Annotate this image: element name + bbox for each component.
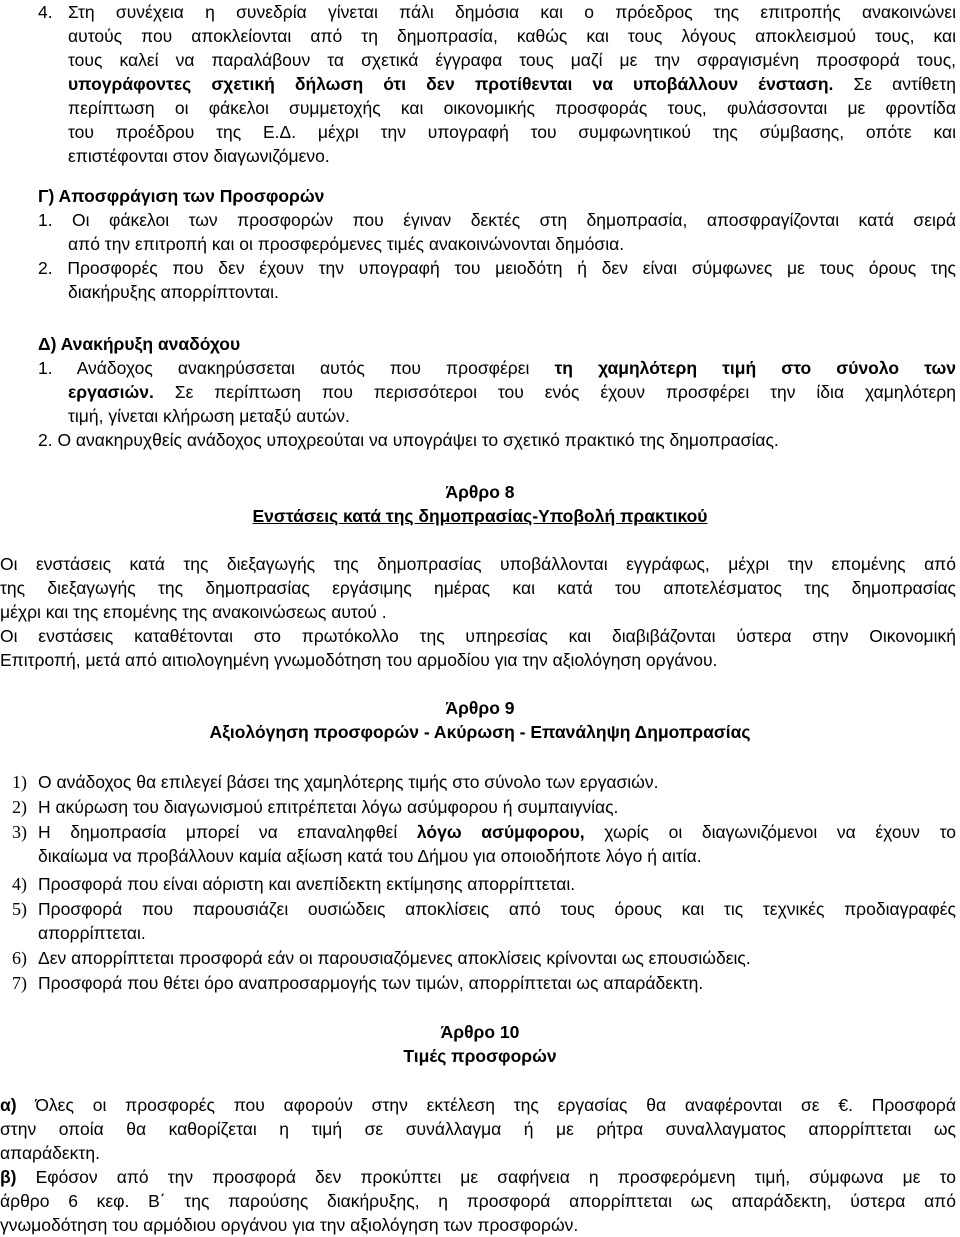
section-g-item-1-line-1: 1. Οι φάκελοι των προσφορών που έγιναν δεκτές στη δημοπρασία, αποσφραγίζονται κατά σειρά (38, 210, 956, 230)
article-9-item-3-text-c: χωρίς οι διαγωνιζόμενοι να έχουν το (584, 822, 956, 842)
article-10-b-label: β) (0, 1167, 17, 1187)
article-9-item-3-text-a: Η δημοπρασία μπορεί να επαναληφθεί (38, 822, 417, 842)
article-10-b-text: Εφόσον από την προσφορά δεν προκύπτει με σαφήνεια η προσφερόμενη τιμή, σύμφωνα με το (16, 1167, 956, 1187)
article-9-subheading: Αξιολόγηση προσφορών - Ακύρωση - Επανάληψη Δημοπρασίας (209, 722, 751, 742)
item-4-line-4-tail: Σε αντίθετη (833, 74, 956, 94)
article-10-a-line-1 (0, 1093, 956, 1117)
article-10-heading: Άρθρο 10 (440, 1022, 520, 1042)
article-8-line-3: μέχρι και της επομένης της ανακοινώσεως αυτού . (0, 602, 387, 622)
article-8-line-5: Επιτροπή, μετά από αιτιολογημένη γνωμοδότηση του αρμοδίου για την αξιολόγηση οργάνου. (0, 650, 718, 670)
article-8-heading: Άρθρο 8 (445, 482, 515, 502)
article-9-item-3-bold: λόγω ασύμφορου, (416, 822, 585, 842)
article-9-item-6-number: 6) (12, 948, 27, 968)
article-9-item-2: Η ακύρωση του διαγωνισμού επιτρέπεται λόγω ασύμφορου ή συμπαιγνίας. (38, 797, 619, 817)
section-g-title: Γ) Αποσφράγιση των Προσφορών (38, 186, 325, 206)
article-9-item-5-line-1: Προσφορά που παρουσιάζει ουσιώδεις αποκλίσεις από τους όρους και τις τεχνικές προδιαγραφές (38, 899, 956, 919)
article-10-b-line-1 (0, 1165, 956, 1189)
section-d-item-1-bold: τη χαμηλότερη τιμή στο σύνολο των (554, 358, 956, 378)
section-d-item-2: 2. Ο ανακηρυχθείς ανάδοχος υποχρεούται να υπογράψει το σχετικό πρακτικό της δημοπρασίας. (38, 430, 779, 450)
article-9-item-4: Προσφορά που είναι αόριστη και ανεπίδεκτη εκτίμησης απορρίπτεται. (38, 874, 576, 894)
section-d-item-1-rest: Σε περίπτωση που περισσότεροι του ενός έχουν προσφέρει την ίδια χαμηλότερη (153, 382, 956, 402)
item-4-line-2: αυτούς που αποκλείονται από τη δημοπρασία, καθώς και τους λόγους αποκλεισμού τους, και (68, 26, 956, 46)
article-9-item-5-number: 5) (12, 899, 27, 919)
article-9-item-7: Προσφορά που θέτει όρο αναπροσαρμογής των τιμών, απορρίπτεται ως απαράδεκτη. (38, 973, 704, 993)
item-4-line-6: του προέδρου της Ε.Δ. μέχρι την υπογραφή του συμφωνητικού της σύμβασης, οπότε και (68, 122, 956, 142)
article-10-a-line-3: απαράδεκτη. (0, 1143, 100, 1163)
article-9-item-2-number: 2) (12, 797, 27, 817)
article-9-item-1: Ο ανάδοχος θα επιλεγεί βάσει της χαμηλότερης τιμής στο σύνολο των εργασιών. (38, 772, 659, 792)
item-4-number: 4. (38, 2, 53, 22)
section-g-item-2-line-1: 2. Προσφορές που δεν έχουν την υπογραφή του μειοδότη ή δεν είναι σύμφωνες με τους όρους της (38, 258, 956, 278)
article-8-subheading: Ενστάσεις κατά της δημοπρασίας-Υποβολή πρακτικού (252, 506, 708, 526)
article-9-heading: Άρθρο 9 (445, 698, 515, 718)
article-10-a-label: α) (0, 1095, 17, 1115)
article-9-item-7-number: 7) (12, 973, 27, 993)
section-d-title: Δ) Ανακήρυξη αναδόχου (38, 334, 241, 354)
item-4-bold-statement: υπογράφοντες σχετική δήλωση ότι δεν προτίθενται να υποβάλλουν ένσταση. (68, 74, 834, 94)
article-9-item-3-line-1 (38, 820, 956, 844)
section-g-item-1-line-2: από την επιτροπή και οι προσφερόμενες τιμές ανακοινώνονται δημόσια. (68, 234, 625, 254)
item-4-line-7: επιστέφονται στον διαγωνιζόμενο. (68, 146, 330, 166)
article-9-item-3-line-2: δικαίωμα να προβάλλουν καμία αξίωση κατά του Δήμου για οποιοδήποτε λόγο ή αιτία. (38, 846, 702, 866)
article-10-b-line-2: άρθρο 6 κεφ. Β΄ της παρούσης διακήρυξης, η προσφορά απορρίπτεται ως απαράδεκτη, ύστερα από (0, 1191, 956, 1211)
article-8-line-1: Οι ενστάσεις κατά της διεξαγωγής της δημοπρασίας υποβάλλονται εγγράφως, μέχρι την επομένης από (0, 554, 956, 574)
article-9-item-5-line-2: απορρίπτεται. (38, 923, 146, 943)
article-9-item-4-number: 4) (12, 874, 27, 894)
article-9-item-1-number: 1) (12, 772, 27, 792)
section-d-item-1-line-3: τιμή, γίνεται κλήρωση μεταξύ αυτών. (68, 406, 350, 426)
article-8-line-4: Οι ενστάσεις καταθέτονται στο πρωτόκολλο της υπηρεσίας και διαβιβάζονται ύστερα στην Οικονομική (0, 626, 956, 646)
section-g-item-2-line-2: διακήρυξης απορρίπτονται. (68, 282, 279, 302)
article-10-b-line-3: γνωμοδότηση του αρμόδιου οργάνου για την αξιολόγηση των προσφορών. (0, 1215, 579, 1235)
item-4-line-3: τους καλεί να παραλάβουν τα σχετικά έγγραφα τους μαζί με την σφραγισμένη προσφορά τους, (68, 50, 956, 70)
section-d-item-1-line-2 (68, 380, 956, 404)
item-4-line-1: Στη συνέχεια η συνεδρία γίνεται πάλι δημόσια και ο πρόεδρος της επιτροπής ανακοινώνει (68, 2, 956, 22)
item-4-line-5: περίπτωση οι φάκελοι συμμετοχής και οικονομικής προσφοράς τους, φυλάσσονται με φροντίδα (68, 98, 956, 118)
section-d-item-1-line-1 (38, 356, 956, 380)
item-4-line-4 (68, 72, 956, 96)
article-10-a-text: Όλες οι προσφορές που αφορούν στην εκτέλεση της εργασίας θα αναφέρονται σε €. Προσφορά (16, 1095, 956, 1115)
article-9-item-3-number: 3) (12, 822, 27, 842)
article-9-item-6: Δεν απορρίπτεται προσφορά εάν οι παρουσιαζόμενες αποκλίσεις κρίνονται ως επουσιώδεις. (38, 948, 751, 968)
article-8-line-2: της διεξαγωγής της δημοπρασίας εργάσιμης ημέρας και κατά του αποτελέσματος της δημοπρασίας (0, 578, 956, 598)
article-10-subheading: Τιμές προσφορών (403, 1046, 557, 1066)
section-d-item-1-bold-2: εργασιών. (68, 382, 154, 402)
section-d-item-1-start: 1. Ανάδοχος ανακηρύσσεται αυτός που προσφέρει (38, 358, 555, 378)
article-10-a-line-2: στην οποία θα καθορίζεται η τιμή σε συνάλλαγμα ή με ρήτρα συναλλαγματος απορρίπτεται ως (0, 1119, 956, 1139)
